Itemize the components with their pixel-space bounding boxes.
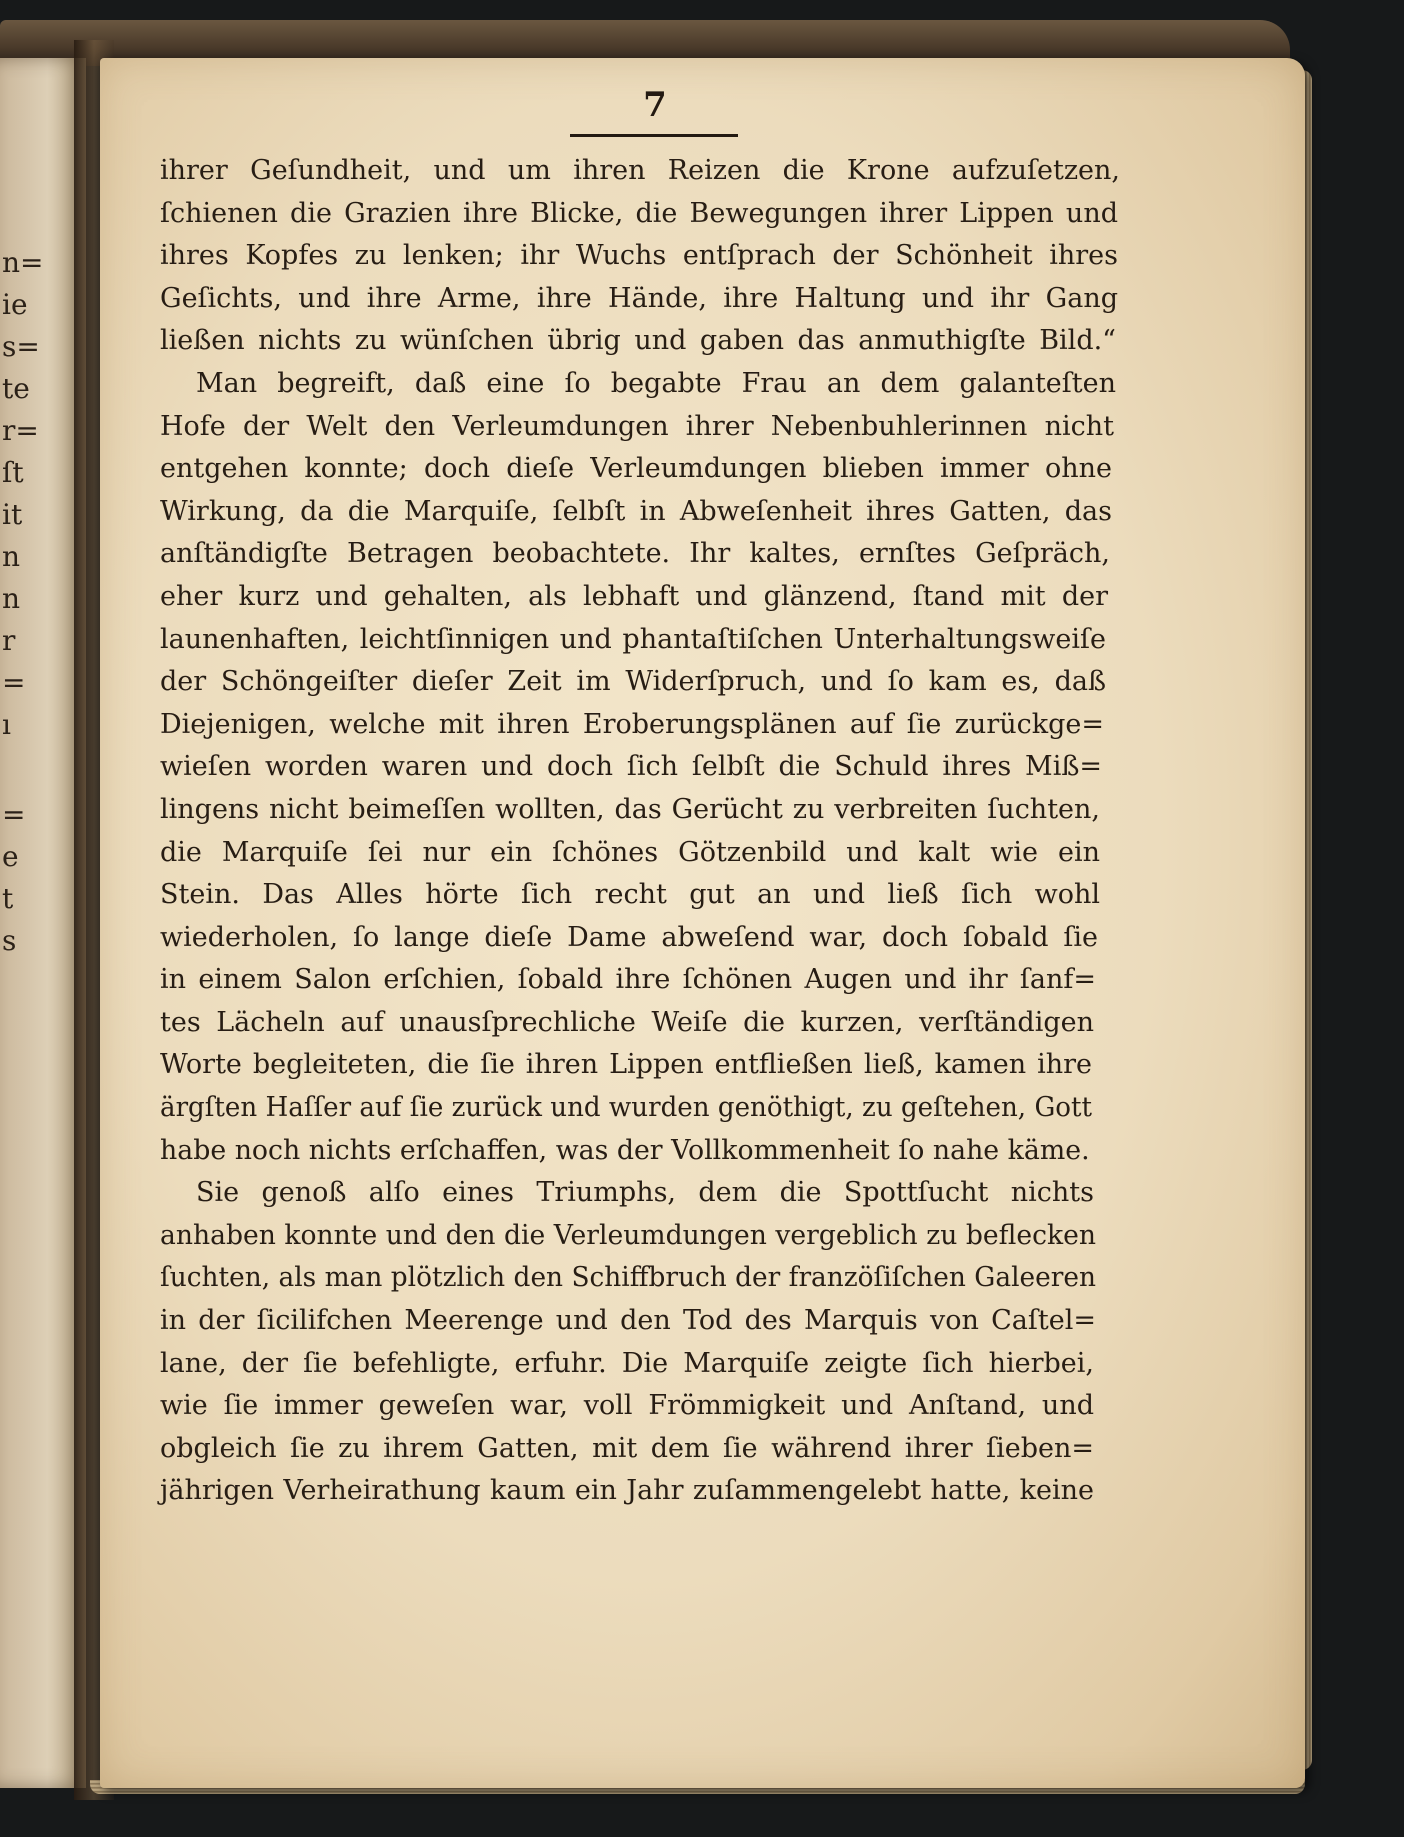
page-number: 7 bbox=[643, 85, 667, 125]
text-line: Stein. Das Alles hörte ſich recht gut an und ließ ſich wohl bbox=[160, 879, 1100, 911]
text-line: ſchienen die Grazien ihre Blicke, die Bewegungen ihrer Lippen und bbox=[160, 197, 1118, 229]
left-page-fragment: ı bbox=[2, 708, 11, 741]
left-page-fragment: n bbox=[2, 582, 21, 615]
text-line: Diejenigen, welche mit ihren Eroberungsplänen auf ſie zurückge= bbox=[160, 708, 1104, 740]
text-line: wie ſie immer geweſen war, voll Frömmigkeit und Anſtand, und bbox=[160, 1390, 1094, 1422]
left-page-fragment: te bbox=[2, 372, 30, 405]
text-line: launenhaften, leichtſinnigen und phantaſtiſchen Unterhaltungsweiſe bbox=[160, 623, 1106, 655]
text-line: entgehen konnte; doch dieſe Verleumdungen blieben immer ohne bbox=[160, 453, 1112, 485]
text-line: Man begreift, daß eine ſo begabte Frau an dem galanteſten bbox=[196, 367, 1116, 399]
text-line: anſtändigſte Betragen beobachtete. Ihr kaltes, ernſtes Geſpräch, bbox=[160, 538, 1110, 570]
text-line: jährigen Verheirathung kaum ein Jahr zuſammengelebt hatte, keine bbox=[160, 1475, 1094, 1507]
left-page-fragment: s= bbox=[2, 330, 40, 363]
left-page-fragment: ie bbox=[2, 288, 28, 321]
body-text bbox=[160, 150, 1120, 1513]
text-line: der Schöngeiſter dieſer Zeit im Widerſpruch, und ſo kam es, daß bbox=[160, 666, 1106, 698]
left-page-fragment: it bbox=[2, 498, 23, 531]
text-line: die Marquiſe ſei nur ein ſchönes Götzenbild und kalt wie ein bbox=[160, 836, 1100, 868]
page-number-rule bbox=[570, 134, 738, 137]
left-page-fragment: t bbox=[2, 882, 14, 915]
text-line: lingens nicht beimeſſen wollten, das Gerücht zu verbreiten ſuchten, bbox=[160, 793, 1100, 825]
text-line: ſuchten, als man plötzlich den Schiffbruch der franzöſiſchen Galeeren bbox=[160, 1262, 1096, 1294]
text-line: wieſen worden waren und doch ſich ſelbſt die Schuld ihres Miß= bbox=[160, 751, 1102, 783]
text-line: obgleich ſie zu ihrem Gatten, mit dem ſie während ihrer ſieben= bbox=[160, 1432, 1094, 1464]
text-line: ihres Kopfes zu lenken; ihr Wuchs entſprach der Schönheit ihres bbox=[160, 240, 1118, 272]
text-line: Geſichts, und ihre Arme, ihre Hände, ihre Haltung und ihr Gang bbox=[160, 282, 1118, 314]
text-line: wiederholen, ſo lange dieſe Dame abweſend war, doch ſobald ſie bbox=[160, 921, 1098, 953]
text-line: Worte begleiteten, die ſie ihren Lippen entfließen ließ, kamen ihre bbox=[160, 1049, 1092, 1081]
left-page-fragment: ſt bbox=[2, 456, 24, 489]
left-page-fragment: n= bbox=[2, 246, 44, 279]
left-page-fragment: r bbox=[2, 624, 16, 657]
text-line: ließen nichts zu wünſchen übrig und gaben das anmuthigſte Bild.“ bbox=[160, 325, 1116, 357]
text-line: in der ſicilifchen Meerenge und den Tod des Marquis von Caſtel= bbox=[160, 1305, 1096, 1337]
text-line: ärgſten Haſſer auf ſie zurück und wurden genöthigt, zu geſtehen, Gott bbox=[160, 1092, 1092, 1124]
text-line: Hofe der Welt den Verleumdungen ihrer Nebenbuhlerinnen nicht bbox=[160, 410, 1114, 442]
left-page-fragment: = bbox=[2, 666, 26, 699]
left-page-fragment: s bbox=[2, 924, 17, 957]
text-line: Sie genoß alſo eines Triumphs, dem die Spottſucht nichts bbox=[196, 1177, 1094, 1209]
left-page-fragment: = bbox=[2, 798, 26, 831]
text-line: ihrer Geſundheit, und um ihren Reizen die Krone aufzuſetzen, bbox=[160, 155, 1120, 186]
text-line: Wirkung, da die Marquiſe, ſelbſt in Abweſenheit ihres Gatten, das bbox=[160, 495, 1112, 527]
text-line: tes Lächeln auf unausſprechliche Weiſe die kurzen, verſtändigen bbox=[160, 1006, 1094, 1038]
text-line: eher kurz und gehalten, als lebhaft und glänzend, ſtand mit der bbox=[160, 580, 1108, 612]
text-line: lane, der ſie befehligte, erfuhr. Die Marquiſe zeigte ſich hierbei, bbox=[160, 1347, 1094, 1379]
left-page-fragment: r= bbox=[2, 414, 39, 447]
text-line: anhaben konnte und den die Verleumdungen vergeblich zu beflecken bbox=[160, 1219, 1097, 1251]
text-line: in einem Salon erſchien, ſobald ihre ſchönen Augen und ihr ſanf= bbox=[160, 964, 1096, 996]
left-page-fragment: e bbox=[2, 840, 19, 873]
text-line: habe noch nichts erſchaffen, was der Vollkommenheit ſo nahe käme. bbox=[160, 1134, 1090, 1166]
left-page-fragment: n bbox=[2, 540, 21, 573]
